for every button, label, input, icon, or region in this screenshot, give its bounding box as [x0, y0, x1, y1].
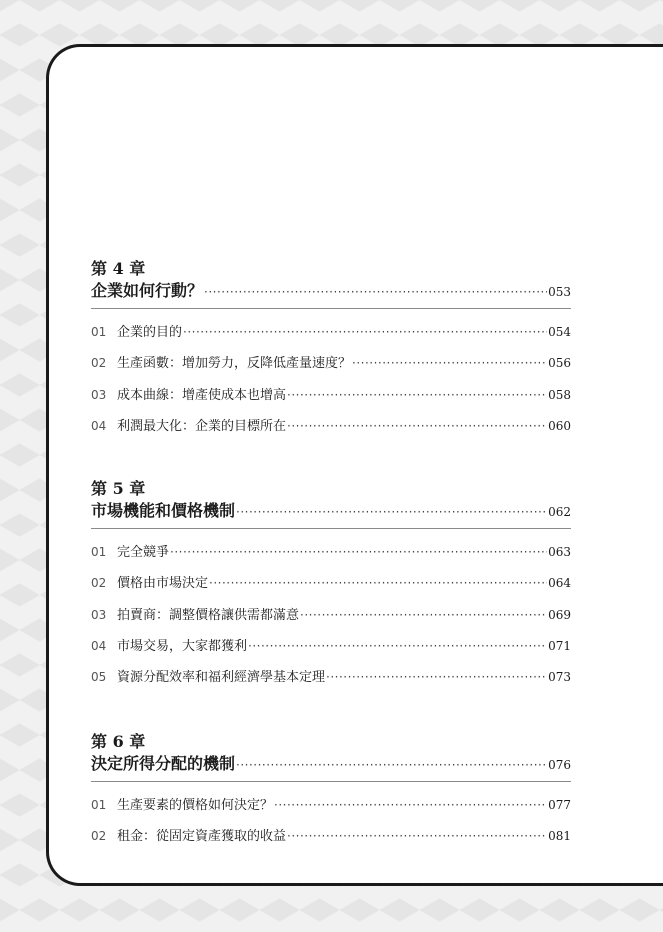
dot-leader [274, 790, 547, 821]
chapter-4-section [91, 260, 571, 442]
entry-number: 01 [91, 545, 107, 559]
entry-number: 03 [91, 607, 107, 622]
toc-entry[interactable] [91, 568, 571, 599]
chapter-number: 第 5 章 [91, 479, 146, 498]
chapter-number: 第 6 章 [91, 732, 146, 751]
entry-page-number: 073 [548, 670, 571, 685]
entry-title: 市場交易，大家都獲利 [117, 638, 248, 654]
entry-title: 企業的目的 [117, 325, 183, 340]
entry-title: 拍賣商：調整價格讓供需都滿意 [117, 607, 300, 623]
entry-number: 03 [91, 387, 107, 402]
entry-number: 04 [91, 418, 107, 433]
toc-entry[interactable] [91, 790, 571, 821]
entry-number: 02 [91, 356, 107, 371]
entry-page-number: 058 [548, 387, 571, 402]
entry-page-number: 054 [548, 325, 571, 339]
entry-number: 02 [91, 829, 107, 844]
toc-entry[interactable] [91, 600, 571, 631]
dot-leader [287, 380, 547, 411]
dot-leader [209, 568, 547, 599]
entry-title: 利潤最大化：企業的目標所在 [117, 418, 287, 434]
chapter-5-section [91, 480, 571, 693]
dot-leader [300, 600, 547, 631]
toc-entry[interactable] [91, 348, 571, 379]
chapter-6-section [91, 733, 571, 853]
entry-title: 資源分配效率和福利經濟學基本定理 [117, 670, 326, 686]
entry-title: 成本曲線：增產使成本也增高 [117, 387, 287, 403]
dot-leader [248, 631, 547, 662]
entry-page-number: 064 [548, 576, 571, 591]
entry-number: 02 [91, 576, 107, 591]
entry-number: 01 [91, 798, 107, 812]
chapter-number: 第 4 章 [91, 259, 146, 278]
entry-number: 01 [91, 325, 107, 339]
chapter-divider [91, 308, 571, 309]
dot-leader [170, 537, 547, 568]
chapter-heading-link[interactable] [91, 500, 571, 522]
toc-entry[interactable] [91, 821, 571, 852]
toc-entry[interactable] [91, 631, 571, 662]
chapter-page-number: 076 [548, 758, 571, 772]
dot-leader [326, 662, 547, 693]
chapter-page-number: 062 [548, 505, 571, 519]
dot-leader [236, 501, 547, 523]
dot-leader [204, 281, 547, 303]
chapter-title: 企業如何行動？ [91, 281, 204, 300]
entry-title: 生產函數：增加勞力，反降低產量速度？ [117, 356, 352, 372]
entry-title: 生產要素的價格如何決定？ [117, 798, 274, 813]
dot-leader [352, 348, 547, 379]
entry-title: 租金：從固定資產獲取的收益 [117, 829, 287, 845]
toc-entry[interactable] [91, 317, 571, 348]
entry-page-number: 081 [548, 829, 571, 844]
chapter-divider [91, 781, 571, 782]
dot-leader [287, 411, 547, 442]
dot-leader [287, 821, 547, 852]
entry-title: 完全競爭 [117, 545, 170, 560]
toc-entry[interactable] [91, 380, 571, 411]
dot-leader [183, 317, 547, 348]
chapter-title: 決定所得分配的機制 [91, 754, 236, 773]
dot-leader [236, 754, 547, 776]
chapter-page-number: 053 [548, 285, 571, 299]
entry-page-number: 056 [548, 356, 571, 371]
entry-page-number: 060 [548, 418, 571, 433]
toc-entry[interactable] [91, 411, 571, 442]
entry-number: 05 [91, 670, 107, 685]
entry-page-number: 069 [548, 607, 571, 622]
chapter-heading-link[interactable] [91, 753, 571, 775]
toc-entry[interactable] [91, 537, 571, 568]
chapter-heading-link[interactable] [91, 280, 571, 302]
entry-title: 價格由市場決定 [117, 576, 209, 592]
entry-page-number: 063 [548, 545, 571, 559]
entry-number: 04 [91, 638, 107, 653]
entry-page-number: 077 [548, 798, 571, 812]
chapter-divider [91, 528, 571, 529]
entry-page-number: 071 [548, 638, 571, 653]
chapter-title: 市場機能和價格機制 [91, 501, 236, 520]
toc-entry[interactable] [91, 662, 571, 693]
